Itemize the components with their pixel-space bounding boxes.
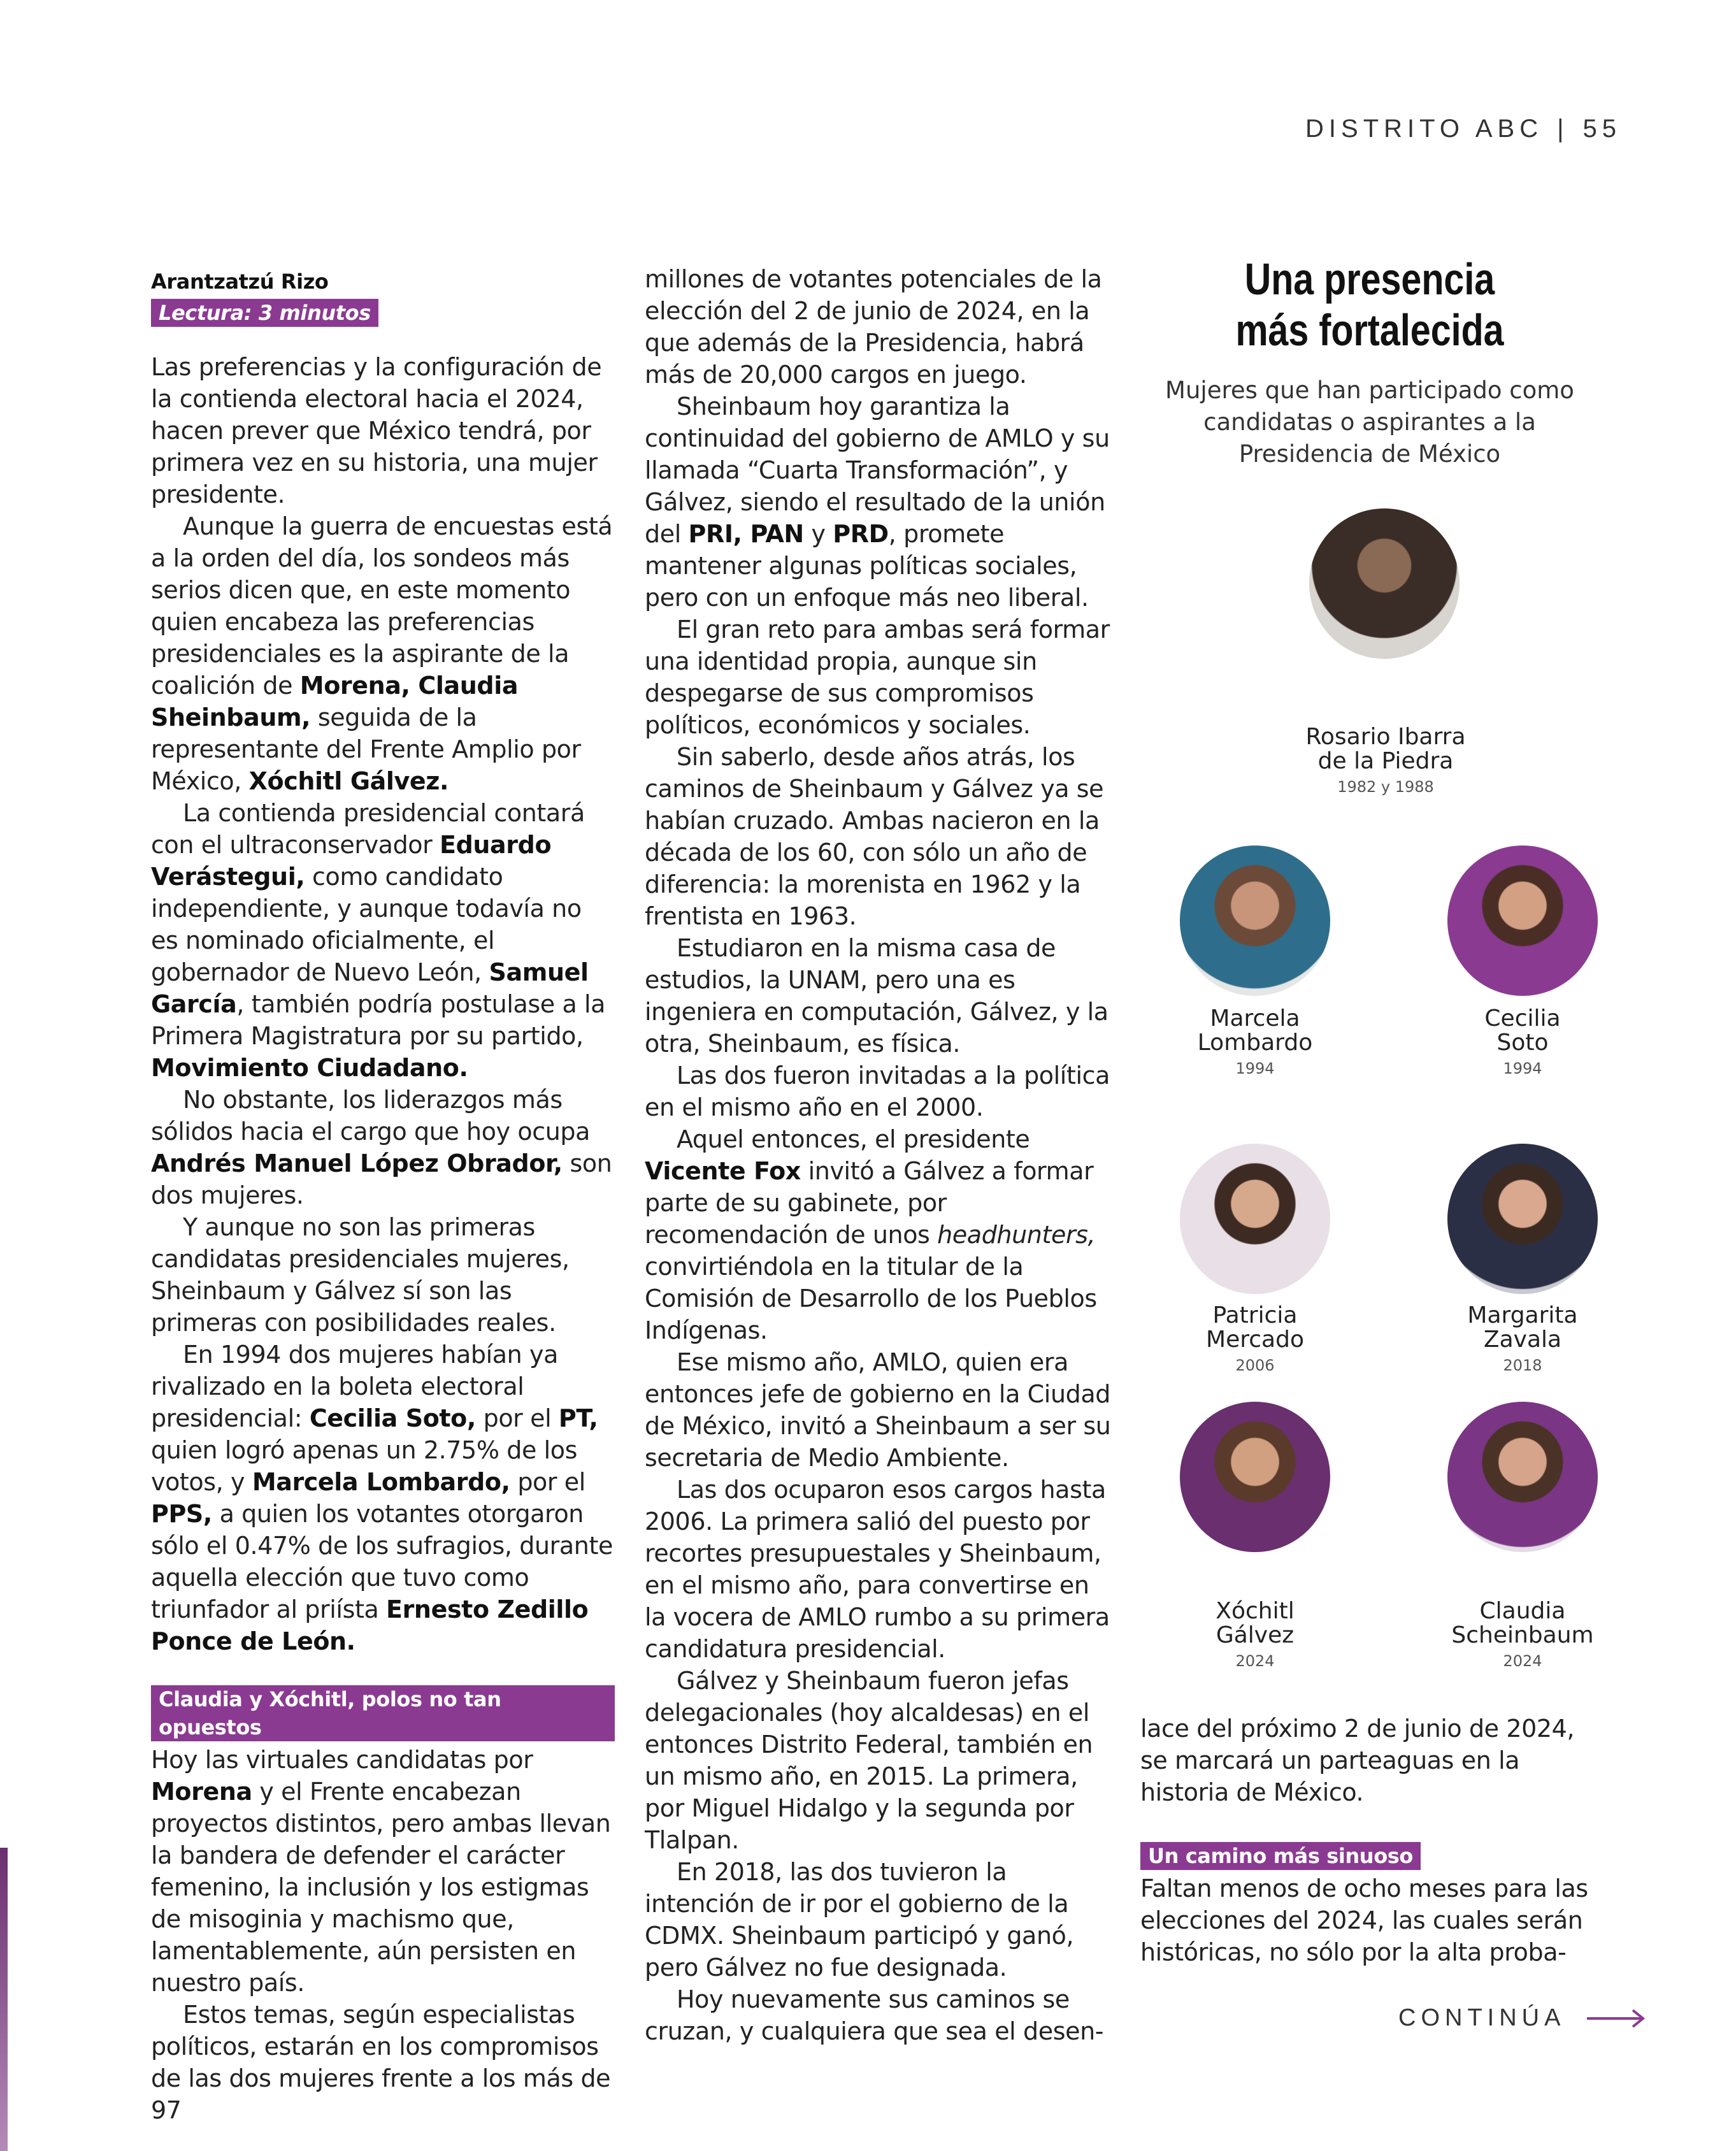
paragraph: Y aunque no son las primeras candidatas presidenciales mujeres, Sheinbaum y Gálvez sí son las primeras con posibilidades reales. [151, 1213, 570, 1337]
article-column-3 [1140, 1713, 1605, 1968]
running-header [1305, 115, 1621, 143]
paragraph: Hoy las virtuales candidatas por Morena y el Frente encabezan proyectos distintos, pero ambas llevan la bandera de defender el carácter femenino, la inclusión y los estigmas de misoginia y machismo que, lamentablemente, aún persisten en nuestro país. [151, 1746, 611, 1997]
portrait-marcela-lombardo [1180, 845, 1330, 996]
paragraph: lace del próximo 2 de junio de 2024, se marcará un parteaguas en la historia de México. [1140, 1715, 1575, 1806]
subhead-polos: Claudia y Xóchitl, polos no tan opuestos [151, 1685, 615, 1741]
col1-paragraphs [151, 351, 615, 1657]
article-column-2 [645, 263, 1112, 2047]
portrait-cecilia-soto [1447, 845, 1598, 996]
caption-marcela-lombardo: Marcela Lombardo 1994 [1197, 1005, 1313, 1077]
caption-claudia-sheinbaum: Claudia Scheinbaum 2024 [1451, 1598, 1594, 1670]
portrait-xochitl-galvez [1180, 1402, 1330, 1552]
continue-link[interactable] [1398, 2004, 1646, 2032]
paragraph: Gálvez y Sheinbaum fueron jefas delegacionales (hoy alcaldesas) en el entonces Distrito Federal, también en un mismo año, en 2015. La primera, por Miguel Hidalgo y la segunda por Tlalpan. [645, 1667, 1093, 1854]
reading-time-badge: Lectura: 3 minutos [151, 299, 378, 327]
header-separator: | [1557, 115, 1569, 143]
continue-label: CONTINÚA [1398, 2004, 1566, 2031]
arrow-right-icon [1587, 2009, 1646, 2028]
sidebar-title: Una presencia más fortalecida [1235, 254, 1504, 355]
paragraph: Las preferencias y la configuración de la contienda electoral hacia el 2024, hacen prever que México tendrá, por primera vez en su historia, una mujer presidente. [151, 353, 602, 508]
portrait-claudia-sheinbaum [1447, 1402, 1598, 1552]
paragraph: El gran reto para ambas será formar una identidad propia, aunque sin despegarse de sus compromisos políticos, económicos y sociales. [645, 615, 1110, 739]
author-byline: Arantzatzú Rizo [151, 270, 329, 294]
page-edge-decoration [0, 1848, 8, 2151]
paragraph: Las dos fueron invitadas a la política en el mismo año en el 2000. [645, 1061, 1110, 1121]
section-name: DISTRITO ABC [1305, 115, 1544, 143]
paragraph: La contienda presidencial contará con el ultraconservador Eduardo Verástegui, como candidato independiente, y aunque todavía no es nominado oficialmente, el gobernador de Nuevo León, Samuel García, también podría postulase a la Primera Magistratura por su partido, Movimiento Ciudadano. [151, 799, 606, 1082]
article-column-1 [151, 268, 615, 2126]
subhead-camino: Un camino más sinuoso [1140, 1842, 1421, 1870]
paragraph: En 1994 dos mujeres habían ya rivalizado en la boleta electoral presidencial: Cecilia Soto, por el PT, quien logró apenas un 2.75% de los votos, y Marcela Lombardo, por el PPS, a quien los votantes otorgaron sólo el 0.47% de los sufragios, durante aquella elección que tuvo como triunfador al priísta Ernesto Zedillo Ponce de León. [151, 1341, 613, 1655]
paragraph: Aunque la guerra de encuestas está a la orden del día, los sondeos más serios dicen que, en este momento quien encabeza las preferencias presidenciales es la aspirante de la coalición de Morena, Claudia Sheinbaum, seguida de la representante del Frente Amplio por México, Xóchitl Gálvez. [151, 512, 613, 795]
paragraph: Las dos ocuparon esos cargos hasta 2006. La primera salió del puesto por recortes presupuestales y Sheinbaum, en el mismo año, para convertirse en la vocera de AMLO rumbo a su primera candidatura presidencial. [645, 1476, 1110, 1663]
paragraph: Estudiaron en la misma casa de estudios, la UNAM, pero una es ingeniera en computación, Gálvez, y la otra, Sheinbaum, es física. [645, 934, 1108, 1058]
paragraph: Aquel entonces, el presidente Vicente Fox invitó a Gálvez a formar parte de su gabinete, por recomendación de unos headhunters, convirtiéndola en la titular de la Comisión de Desarrollo de los Pueblos Indígenas. [645, 1125, 1097, 1344]
paragraph: No obstante, los liderazgos más sólidos hacia el cargo que hoy ocupa Andrés Manuel López Obrador, son dos mujeres. [151, 1086, 612, 1209]
paragraph: En 2018, las dos tuvieron la intención de ir por el gobierno de la CDMX. Sheinbaum participó y ganó, pero Gálvez no fue designada. [645, 1858, 1074, 1982]
paragraph: Sin saberlo, desde años atrás, los caminos de Sheinbaum y Gálvez ya se habían cruzado. Ambas nacieron en la década de los 60, con sólo un año de diferencia: la morenista en 1962 y la frentista en 1963. [645, 743, 1104, 930]
paragraph: Sheinbaum hoy garantiza la continuidad del gobierno de AMLO y su llamada “Cuarta Transformación”, y Gálvez, siendo el resultado de la unión del PRI, PAN y PRD, promete mantener algunas políticas sociales, pero con un enfoque más neo liberal. [645, 392, 1110, 612]
caption-margarita-zavala: Margarita Zavala 2018 [1467, 1302, 1578, 1374]
sidebar-subtitle: Mujeres que han participado como candidatas o aspirantes a la Presidencia de México [1165, 377, 1574, 468]
portrait-patricia-mercado [1180, 1144, 1330, 1294]
caption-rosario-ibarra: Rosario Ibarra de la Piedra 1982 y 1988 [1305, 724, 1466, 796]
caption-xochitl-galvez: Xóchitl Gálvez 2024 [1216, 1598, 1295, 1670]
paragraph: Estos temas, según especialistas políticos, estarán en los compromisos de las dos mujeres frente a los más de 97 [151, 2001, 611, 2124]
page-number: 55 [1582, 115, 1621, 143]
paragraph: Ese mismo año, AMLO, quien era entonces jefe de gobierno en la Ciudad de México, invitó a Sheinbaum a ser su secretaria de Medio Ambiente. [645, 1348, 1111, 1472]
paragraph: Hoy nuevamente sus caminos se cruzan, y cualquiera que sea el desen- [645, 1985, 1104, 2045]
caption-cecilia-soto: Cecilia Soto 1994 [1484, 1005, 1561, 1077]
portrait-rosario-ibarra [1309, 508, 1460, 659]
portrait-margarita-zavala [1447, 1144, 1598, 1294]
paragraph: Faltan menos de ocho meses para las elecciones del 2024, las cuales serán históricas, no sólo por la alta proba- [1140, 1874, 1588, 1966]
caption-patricia-mercado: Patricia Mercado 2006 [1206, 1302, 1304, 1374]
paragraph: millones de votantes potenciales de la elección del 2 de junio de 2024, en la que además de la Presidencia, habrá más de 20,000 cargos en juego. [645, 265, 1102, 389]
